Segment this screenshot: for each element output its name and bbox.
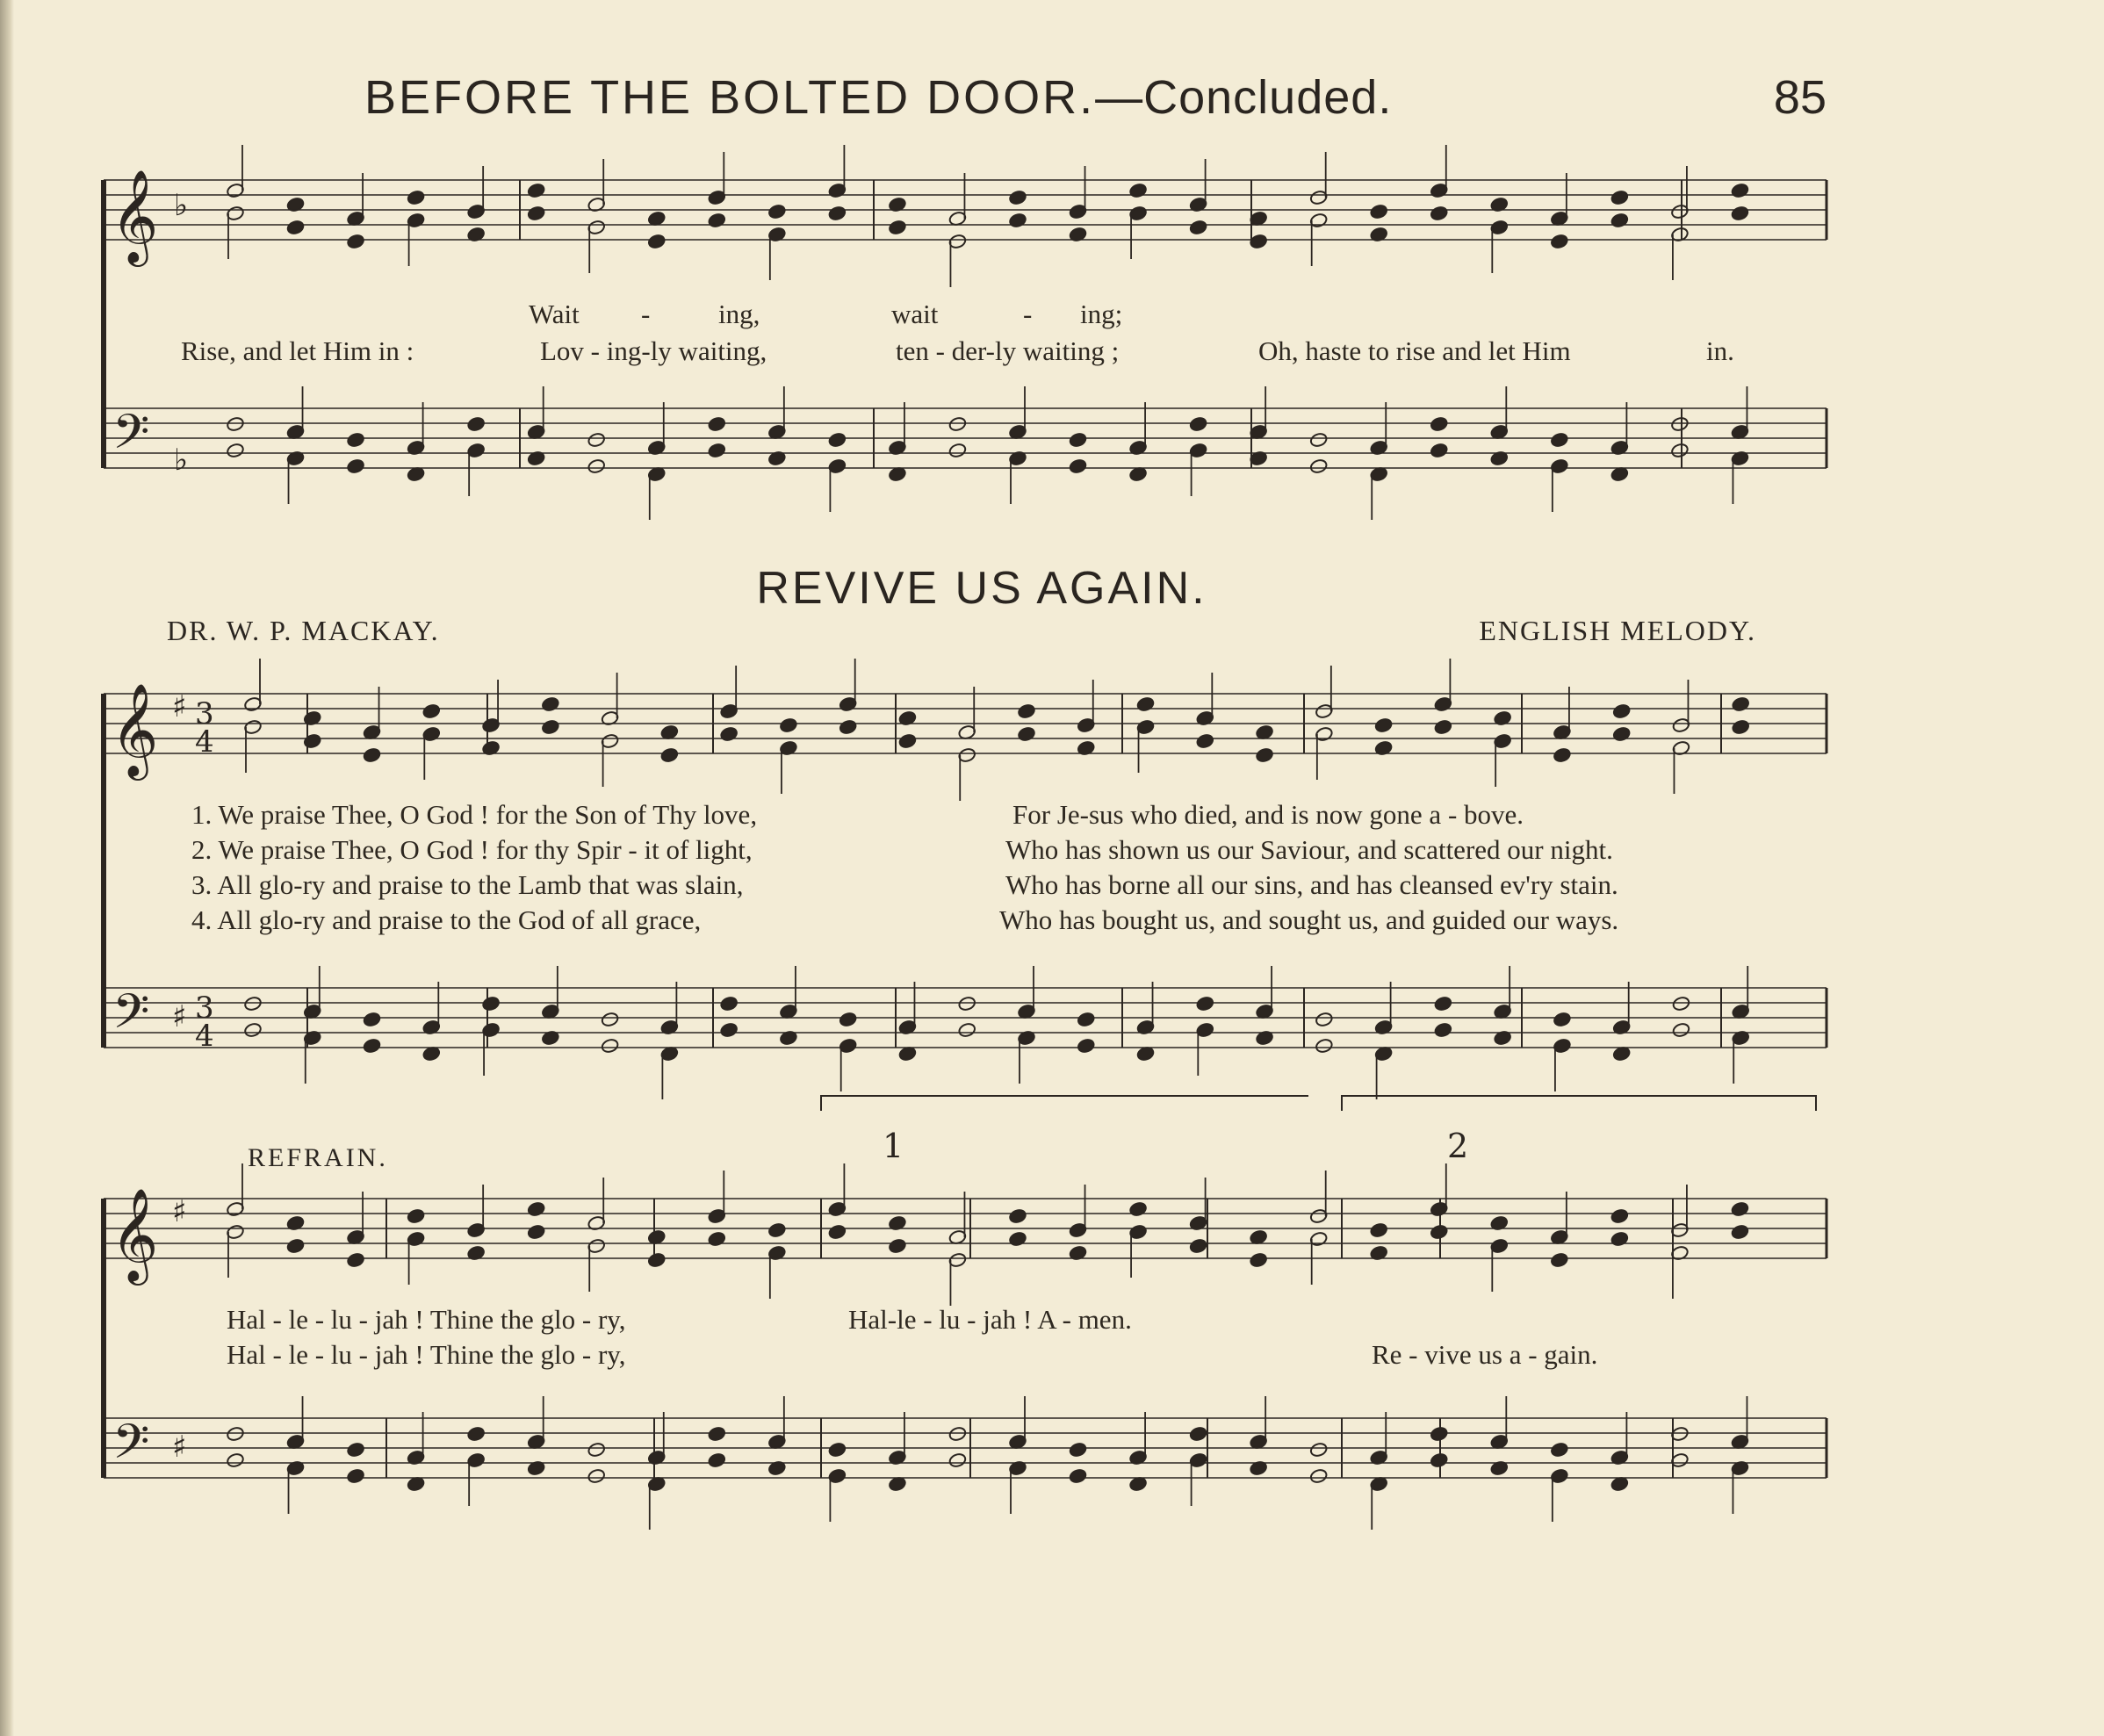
tenor-note — [226, 416, 244, 432]
lyric-ing-1: ing, — [718, 299, 760, 329]
bass-note — [587, 458, 606, 474]
alto-note — [1017, 726, 1035, 742]
tenor-note — [1077, 1012, 1095, 1027]
bass-note — [1309, 1468, 1328, 1484]
alto-note — [1430, 1224, 1448, 1240]
treble-note — [1370, 204, 1388, 220]
alto-note — [708, 1231, 726, 1247]
lyric-ing-2: ing; — [1080, 299, 1123, 329]
bass-note — [601, 1038, 619, 1054]
system-3-treble-clef: 𝄞 — [111, 1187, 159, 1281]
tenor-note — [1189, 1426, 1207, 1442]
bass-note — [719, 1022, 738, 1038]
alto-note — [1612, 726, 1631, 742]
bass-note — [708, 1452, 726, 1468]
verse-4-second-half: Who has bought us, and sought us, and guided our ways. — [999, 904, 1619, 935]
bass-note — [363, 1038, 381, 1054]
refrain-label: REFRAIN. — [248, 1143, 388, 1172]
alto-note — [1249, 1252, 1267, 1268]
tenor-note — [1672, 996, 1690, 1012]
bass-note — [226, 1452, 244, 1468]
system-2-treble-clef: 𝄞 — [111, 682, 159, 776]
tenor-note — [1189, 416, 1207, 432]
tenor-note — [1550, 432, 1568, 448]
treble-note — [767, 1222, 786, 1238]
tenor-note — [839, 1012, 857, 1027]
tenor-note — [1430, 1426, 1448, 1442]
lyric-hyphen-1: - — [641, 299, 651, 329]
alto-note — [1430, 205, 1448, 221]
treble-note — [1128, 1201, 1147, 1217]
tenor-note — [1309, 432, 1328, 448]
tenor-note — [243, 996, 262, 1012]
verse-1-first-half: 1. We praise Thee, O God ! for the Son of Thy love, — [191, 799, 758, 830]
alto-note — [1610, 1231, 1629, 1247]
treble-note — [1017, 703, 1035, 719]
alto-note — [1189, 220, 1207, 235]
bass-note — [708, 443, 726, 458]
treble-note — [527, 1201, 545, 1217]
bass-note — [346, 1468, 364, 1484]
treble-note — [1732, 696, 1750, 712]
verse-2-first-half: 2. We praise Thee, O God ! for thy Spir - it of light, — [191, 834, 753, 865]
verse-3-first-half: 3. All glo-ry and praise to the Lamb that was slain, — [191, 869, 744, 900]
treble-note — [779, 717, 797, 733]
alto-note — [1550, 1252, 1568, 1268]
bass-note — [346, 458, 364, 474]
alto-note — [708, 212, 726, 228]
tenor-note — [346, 1442, 364, 1458]
time-sig-numerator: 3 — [195, 696, 214, 731]
bass-note — [948, 1452, 967, 1468]
tenor-note — [1196, 996, 1214, 1012]
treble-note — [1128, 183, 1147, 198]
alto-note — [346, 1252, 364, 1268]
system-3-bass-clef: 𝄢 — [112, 1414, 150, 1481]
bass-note — [243, 1022, 262, 1038]
treble-note — [1136, 696, 1155, 712]
bass-note — [1069, 1468, 1087, 1484]
second-ending-bracket — [1342, 1096, 1816, 1111]
alto-note — [527, 205, 545, 221]
bass-note — [1077, 1038, 1095, 1054]
treble-note — [541, 696, 559, 712]
system-1-treble-clef: 𝄞 — [111, 169, 159, 263]
tenor-note — [466, 1426, 485, 1442]
refrain-line1-b: Hal-le - lu - jah ! A - men. — [848, 1304, 1132, 1335]
page-number: 85 — [1773, 71, 1827, 124]
verse-2-second-half: Who has shown us our Saviour, and scattered our night. — [1005, 834, 1613, 865]
tenor-note — [1315, 1012, 1333, 1027]
refrain-line2-b: Re - vive us a - gain. — [1372, 1339, 1598, 1370]
tenor-note — [481, 996, 500, 1012]
alto-note — [1189, 1238, 1207, 1254]
treble-note — [422, 703, 441, 719]
lyric-in: in. — [1706, 335, 1734, 366]
alto-note — [888, 220, 906, 235]
bass-note — [226, 443, 244, 458]
song-composer: ENGLISH MELODY. — [1479, 615, 1756, 646]
alto-note — [1610, 212, 1629, 228]
key-flat: ♭ — [174, 188, 189, 223]
alto-note — [1731, 205, 1749, 221]
lyric-hyphen-2: - — [1023, 299, 1033, 329]
key-sharp: ♯ — [172, 1194, 187, 1229]
tenor-note — [1069, 432, 1087, 448]
tenor-note — [1309, 1442, 1328, 1458]
tenor-note — [828, 1442, 847, 1458]
treble-note — [407, 1208, 425, 1224]
key-sharp: ♯ — [172, 689, 187, 724]
alto-note — [1255, 747, 1273, 763]
treble-note — [1008, 1208, 1027, 1224]
lyric-wait-2: wait — [891, 299, 939, 329]
tenor-note — [363, 1012, 381, 1027]
refrain-line1-a: Hal - le - lu - jah ! Thine the glo - ry, — [227, 1304, 626, 1335]
bass-note — [1670, 443, 1689, 458]
alto-note — [1550, 234, 1568, 249]
alto-note — [1008, 212, 1027, 228]
time-sig-denominator: 4 — [195, 1019, 214, 1054]
tenor-note — [466, 416, 485, 432]
bass-note — [958, 1022, 976, 1038]
first-ending-number: 1 — [883, 1127, 904, 1165]
tenor-note — [958, 996, 976, 1012]
alto-note — [647, 234, 666, 249]
alto-note — [828, 1224, 847, 1240]
alto-note — [286, 220, 305, 235]
alto-note — [719, 726, 738, 742]
alto-note — [647, 1252, 666, 1268]
system-2-bass-clef: 𝄢 — [112, 983, 150, 1051]
treble-note — [1008, 190, 1027, 205]
first-ending-bracket — [821, 1096, 1308, 1111]
alto-note — [888, 1238, 906, 1254]
alto-note — [286, 1238, 305, 1254]
song-author: DR. W. P. MACKAY. — [167, 615, 440, 646]
treble-note — [1731, 183, 1749, 198]
alto-note — [541, 719, 559, 735]
treble-note — [1731, 1201, 1749, 1217]
lyric-oh-haste: Oh, haste to rise and let Him — [1258, 335, 1571, 366]
treble-note — [407, 190, 425, 205]
bass-note — [1069, 458, 1087, 474]
bass-note — [1672, 1022, 1690, 1038]
refrain-line2-a: Hal - le - lu - jah ! Thine the glo - ry, — [227, 1339, 626, 1370]
tenor-note — [828, 432, 847, 448]
tenor-note — [948, 416, 967, 432]
bass-note — [1434, 1022, 1452, 1038]
key-sharp: ♯ — [172, 999, 187, 1034]
verse-3-second-half: Who has borne all our sins, and has cleansed ev'ry stain. — [1005, 869, 1618, 900]
time-sig-denominator: 4 — [195, 724, 214, 760]
treble-note — [1374, 717, 1393, 733]
verse-4-first-half: 4. All glo-ry and praise to the God of all grace, — [191, 904, 702, 935]
tenor-note — [1069, 1442, 1087, 1458]
bass-note — [948, 443, 967, 458]
running-head-suffix: —Concluded. — [1095, 71, 1393, 124]
alto-note — [1732, 719, 1750, 735]
lyric-rise: Rise, and let Him in : — [181, 335, 414, 366]
lyric-lovingly: Lov - ing-ly waiting, — [540, 335, 767, 366]
time-sig-numerator: 3 — [195, 990, 214, 1026]
tenor-note — [948, 1426, 967, 1442]
lyric-tenderly: ten - der-ly waiting ; — [896, 335, 1120, 366]
alto-note — [346, 234, 364, 249]
tenor-note — [708, 1426, 726, 1442]
tenor-note — [719, 996, 738, 1012]
song-title: REVIVE US AGAIN. — [756, 563, 1207, 614]
tenor-note — [1434, 996, 1452, 1012]
treble-note — [527, 183, 545, 198]
bass-note — [1315, 1038, 1333, 1054]
alto-note — [1008, 1231, 1027, 1247]
alto-note — [1434, 719, 1452, 735]
treble-note — [767, 204, 786, 220]
treble-note — [1610, 190, 1629, 205]
bass-note — [1309, 458, 1328, 474]
tenor-note — [587, 432, 606, 448]
alto-note — [660, 747, 679, 763]
tenor-note — [226, 1426, 244, 1442]
second-ending-number: 2 — [1447, 1127, 1469, 1165]
alto-note — [363, 747, 381, 763]
verse-1-second-half: For Je-sus who died, and is now gone a - bove. — [1012, 799, 1524, 830]
tenor-note — [1670, 416, 1689, 432]
alto-note — [303, 733, 321, 749]
lyric-wait-1: Wait — [529, 299, 580, 329]
bass-note — [1430, 443, 1448, 458]
treble-note — [1370, 1222, 1388, 1238]
tenor-note — [1553, 1012, 1571, 1027]
bass-note — [1430, 1452, 1448, 1468]
tenor-note — [346, 432, 364, 448]
key-sharp: ♯ — [172, 1430, 187, 1465]
alto-note — [898, 733, 917, 749]
tenor-note — [1430, 416, 1448, 432]
tenor-note — [708, 416, 726, 432]
alto-note — [839, 719, 857, 735]
bass-note — [587, 1468, 606, 1484]
key-flat: ♭ — [174, 443, 189, 478]
running-head-title: BEFORE THE BOLTED DOOR. — [364, 71, 1096, 124]
alto-note — [1553, 747, 1571, 763]
system-1-bass-clef: 𝄢 — [112, 404, 150, 472]
tenor-note — [1550, 1442, 1568, 1458]
alto-note — [1731, 1224, 1749, 1240]
alto-note — [527, 1224, 545, 1240]
tenor-note — [601, 1012, 619, 1027]
treble-note — [1610, 1208, 1629, 1224]
alto-note — [1196, 733, 1214, 749]
tenor-note — [587, 1442, 606, 1458]
alto-note — [828, 205, 847, 221]
treble-note — [1612, 703, 1631, 719]
